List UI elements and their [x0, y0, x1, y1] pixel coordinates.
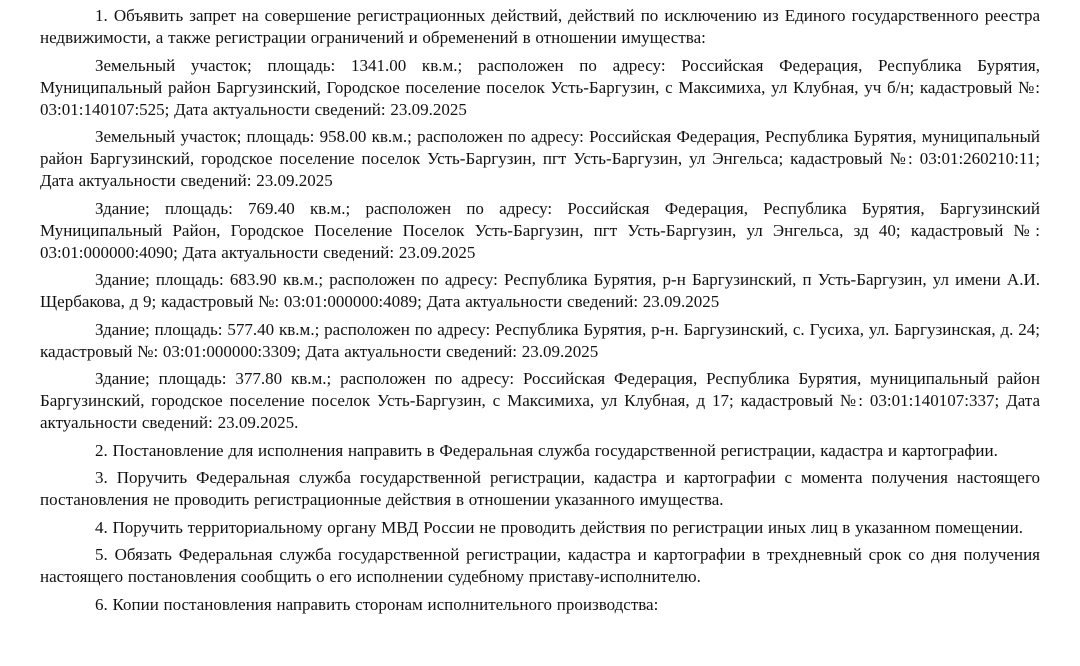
property-building-3: Здание; площадь: 577.40 кв.м.; расположен по адресу: Республика Бурятия, р-н. Баргузинский, с. Гусиха, ул. Баргузинская, д. 24; кадастровый №: 03:01:000000:3309; Дата актуальности сведений: 23.09.2025 — [40, 319, 1040, 361]
clause-1-prohibition-order: 1. Объявить запрет на совершение регистрационных действий, действий по исключению из Единого государственного реестра недвижимости, а также регистрации ограничений и обременений в отношении имущества: — [40, 6, 1040, 47]
clause-3-instruct-rosreestr: 3. Поручить Федеральная служба государственной регистрации, кадастра и картографии с момента получения настоящего постановления не проводить регистрационные действия в отношении указанного имущества. — [40, 468, 1040, 509]
clause-5-oblige-report: 5. Обязать Федеральная служба государственной регистрации, кадастра и картографии в трехдневный срок со дня получения настоящего постановления сообщить о его исполнении судебному приставу-исполнителю. — [40, 545, 1040, 586]
property-building-4: Здание; площадь: 377.80 кв.м.; расположен по адресу: Российская Федерация, Республика Бурятия, муниципальный район Баргузинский, городское поселение поселок Усть-Баргузин, с Максимиха, ул Клубная, д 17; кадастровый №: 03:01:140107:337; Дата актуальности сведений: 23.09.2025. — [40, 369, 1040, 432]
property-building-1: Здание; площадь: 769.40 кв.м.; расположен по адресу: Российская Федерация, Республика Бурятия, Баргузинский Муниципальный Район, Городское Поселение Поселок Усть-Баргузин, пгт Усть-Баргузин, ул Энгельса, зд 40; кадастровый №: 03:01:000000:4090; Дата актуальности сведений: 23.09.2025 — [40, 198, 1040, 262]
property-building-2: Здание; площадь: 683.90 кв.м.; расположен по адресу: Республика Бурятия, р-н Баргузинский, п Усть-Баргузин, ул имени А.И. Щербакова, д 9; кадастровый №: 03:01:000000:4089; Дата актуальности сведений: 23.09.2025 — [40, 270, 1040, 311]
clause-4-instruct-mvd: 4. Поручить территориальному органу МВД России не проводить действия по регистрации иных лиц в указанном помещении. — [95, 517, 1024, 537]
property-land-parcel-2: Земельный участок; площадь: 958.00 кв.м.; расположен по адресу: Российская Федерация, Республика Бурятия, муниципальный район Баргузинский, городское поселение поселок Усть-Баргузин, пгт Усть-Баргузин, ул Энгельса; кадастровый №: 03:01:260210:11; Дата актуальности сведений: 23.09.2025 — [40, 127, 1040, 190]
clause-2-send-to-rosreestr: 2. Постановление для исполнения направить в Федеральная служба государственной регистрации, кадастра и картографии. — [95, 440, 998, 460]
property-land-parcel-1: Земельный участок; площадь: 1341.00 кв.м.; расположен по адресу: Российская Федерация, Республика Бурятия, Муниципальный район Баргузинский, Городское поселение поселок Усть-Баргузин, с Максимиха, ул Клубная, уч б/н; кадастровый №: 03:01:140107:525; Дата актуальности сведений: 23.09.2025 — [40, 55, 1040, 119]
clause-6-send-copies: 6. Копии постановления направить сторонам исполнительного производства: — [95, 594, 659, 614]
